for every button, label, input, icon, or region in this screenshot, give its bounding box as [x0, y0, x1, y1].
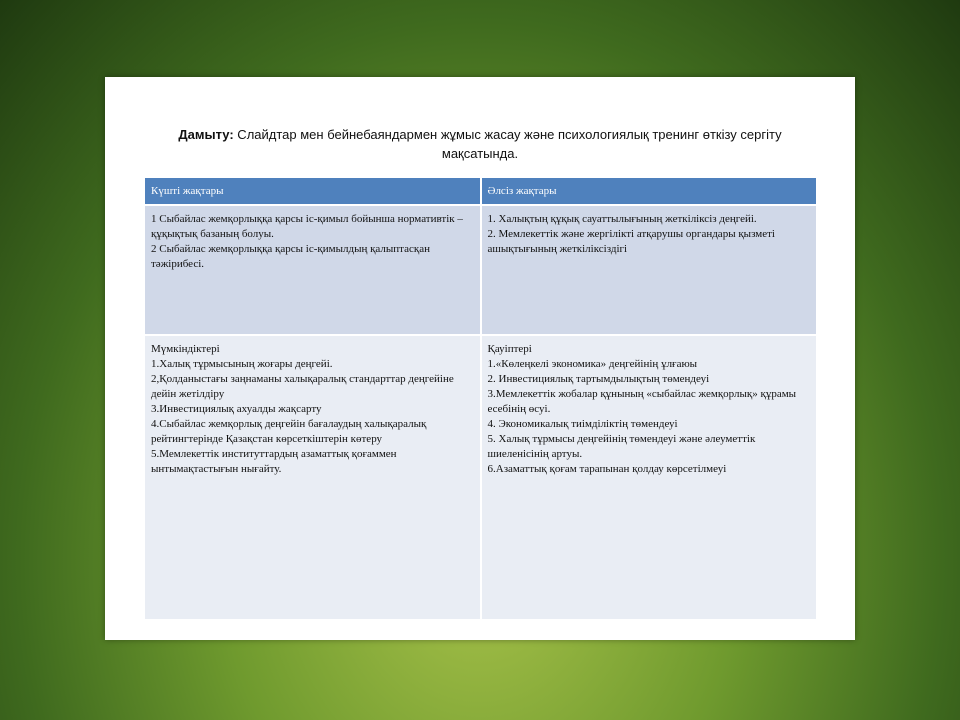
opportunities-cell — [144, 335, 481, 620]
list-item: 3.Инвестициялық ахуалды жақсарту — [151, 403, 322, 415]
list-item: 2,Қолданыстағы заңнаманы халықаралық стандарттар деңгейіне дейін жетілдіру — [151, 373, 454, 400]
list-item: 1 Сыбайлас жемқорлыққа қарсы іс-қимыл бойынша нормативтік – құқықтық базаның болуы. — [151, 213, 463, 240]
table-header-row — [144, 177, 817, 205]
list-item: 2 Сыбайлас жемқорлыққа қарсы іс-қимылдың қалыптасқан тәжірибесі. — [151, 243, 431, 270]
list-item: 5. Халық тұрмысы деңгейінің төмендеуі және әлеуметтік шиеленісінің артуы. — [487, 433, 756, 460]
slide-title — [145, 125, 815, 163]
header-strengths: Күшті жақтары — [144, 177, 481, 205]
opportunities-heading: Мүмкіндіктері — [151, 343, 220, 355]
title-bold: Дамыту: — [178, 127, 234, 142]
list-item: 1.Халық тұрмысының жоғары деңгейі. — [151, 358, 333, 370]
table-row — [144, 335, 817, 620]
list-item: 4.Сыбайлас жемқорлық деңгейін бағалаудың халықаралық рейтингтерінде Қазақстан көрсеткіштерін көтеру — [151, 418, 427, 445]
list-item: 3.Мемлекеттік жобалар құнының «сыбайлас жемқорлық» құрамы есебінің өсуі. — [487, 388, 797, 415]
strengths-cell — [144, 205, 481, 335]
weaknesses-cell — [481, 205, 818, 335]
table-row — [144, 205, 817, 335]
swot-table — [143, 176, 818, 621]
title-text: Слайдтар мен бейнебаяндармен жұмыс жасау және психологиялық тренинг өткізу сергіту мақсатында. — [233, 127, 782, 161]
threats-cell — [481, 335, 818, 620]
list-item: 6.Азаматтық қоғам тарапынан қолдау көрсетілмеуі — [487, 463, 727, 475]
header-weaknesses: Әлсіз жақтары — [481, 177, 818, 205]
slide — [105, 77, 855, 640]
list-item: 1.«Көлеңкелі экономика» деңгейінің ұлғаюы — [487, 358, 698, 370]
list-item: 2. Мемлекеттік және жергілікті атқарушы органдары қызметі ашықтығының жеткіліксіздігі — [487, 228, 775, 255]
list-item: 1. Халықтың құқық сауаттылығының жеткіліксіз деңгейі. — [487, 213, 757, 225]
list-item: 2. Инвестициялық тартымдылықтың төмендеуі — [487, 373, 710, 385]
threats-heading: Қауіптері — [487, 343, 532, 355]
list-item: 5.Мемлекеттік институттардың азаматтық қоғаммен ынтымақтастығын нығайту. — [151, 448, 397, 475]
list-item: 4. Экономикалық тиімділіктің төмендеуі — [487, 418, 678, 430]
